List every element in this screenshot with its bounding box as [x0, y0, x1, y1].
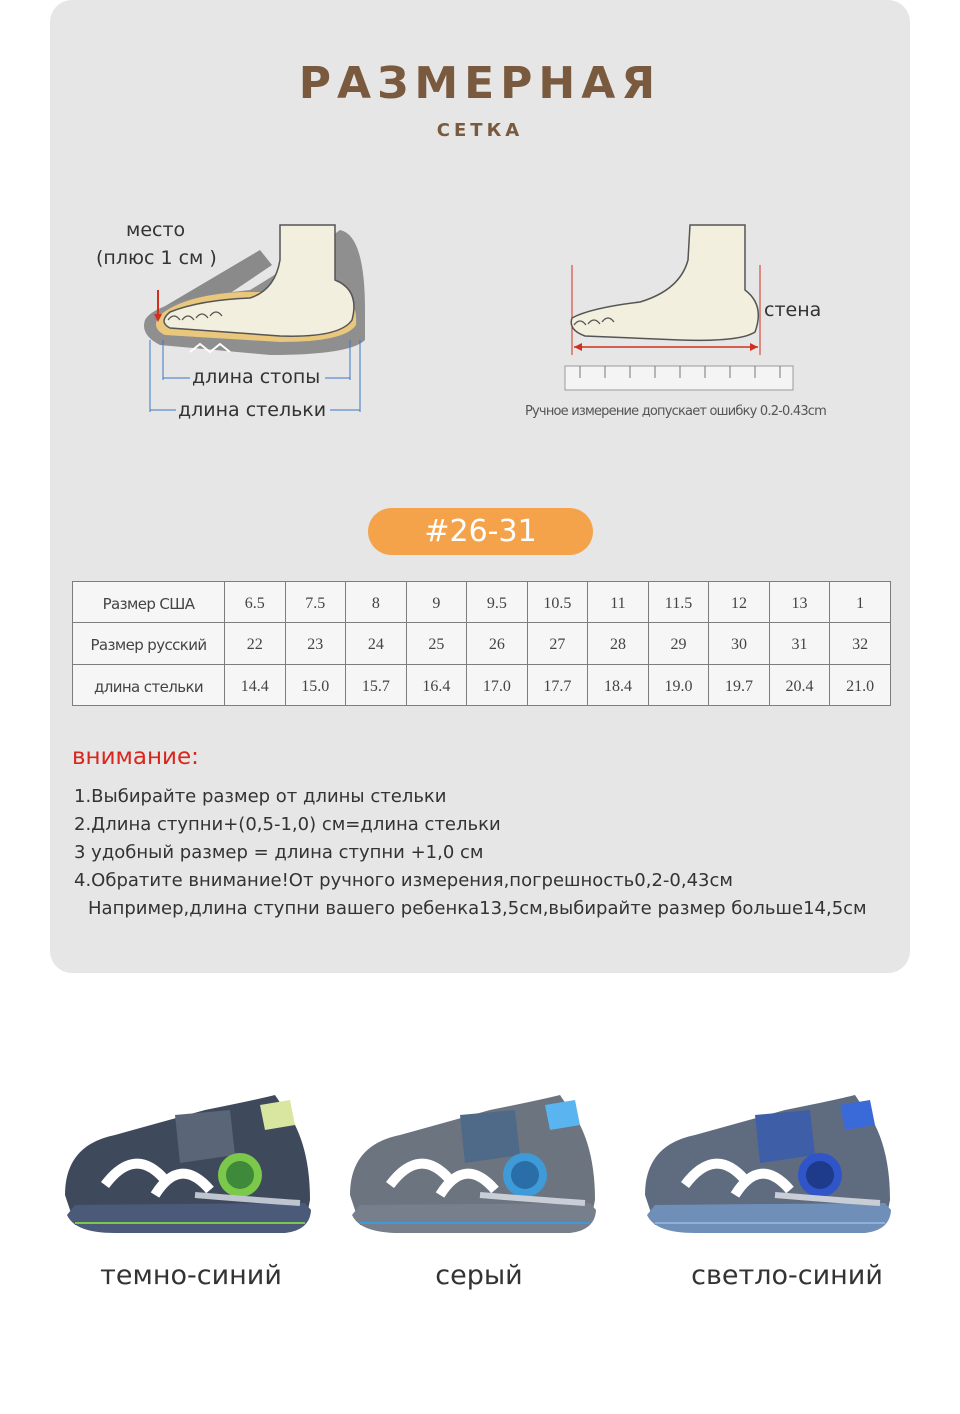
table-cell: 23 — [285, 623, 346, 664]
table-cell: 17.0 — [467, 664, 528, 705]
table-cell: 10.5 — [527, 582, 588, 623]
sandal-light-blue-image — [635, 1085, 905, 1245]
table-cell: 15.7 — [346, 664, 407, 705]
table-cell: 31 — [769, 623, 830, 664]
table-cell: 17.7 — [527, 664, 588, 705]
table-cell: 25 — [406, 623, 467, 664]
table-cell: 12 — [709, 582, 770, 623]
attention-line-3: 3 удобный размер = длина ступни +1,0 см — [74, 842, 484, 863]
page-title: РАЗМЕРНАЯ — [298, 58, 662, 109]
table-cell: 22 — [225, 623, 286, 664]
table-cell: 30 — [709, 623, 770, 664]
table-cell: 6.5 — [225, 582, 286, 623]
attention-line-4: 4.Обратите внимание!От ручного измерения,погрешность0,2-0,43см — [74, 870, 733, 891]
table-cell: 19.0 — [648, 664, 709, 705]
table-cell: 32 — [830, 623, 891, 664]
attention-heading: внимание: — [72, 744, 199, 770]
space-plus-label: (плюс 1 см ) — [96, 247, 217, 269]
table-cell: 24 — [346, 623, 407, 664]
insole-length-label: длина стельки — [178, 399, 327, 421]
size-table — [72, 581, 891, 706]
table-row — [73, 623, 891, 664]
size-range-badge: #26-31 — [368, 508, 593, 555]
table-cell: 20.4 — [769, 664, 830, 705]
color-option-light-blue[interactable]: светло-синий — [691, 1260, 883, 1291]
row-label-ru: Размер русский — [73, 623, 225, 664]
sandal-gray-image — [340, 1085, 610, 1245]
measure-error-note: Ручное измерение допускает ошибку 0.2-0.43cm — [525, 404, 827, 419]
table-cell: 1 — [830, 582, 891, 623]
table-cell: 15.0 — [285, 664, 346, 705]
table-cell: 29 — [648, 623, 709, 664]
table-row — [73, 582, 891, 623]
page-subtitle: СЕТКА — [436, 120, 524, 141]
table-cell: 7.5 — [285, 582, 346, 623]
color-option-gray[interactable]: серый — [435, 1260, 523, 1291]
table-cell: 26 — [467, 623, 528, 664]
wall-label: стена — [764, 299, 822, 321]
table-cell: 28 — [588, 623, 649, 664]
sandal-dark-blue-image — [55, 1085, 325, 1245]
space-label: место — [126, 219, 186, 241]
foot-length-label: длина стопы — [192, 366, 321, 388]
table-cell: 9.5 — [467, 582, 528, 623]
table-cell: 11.5 — [648, 582, 709, 623]
color-option-dark-blue[interactable]: темно-синий — [100, 1260, 282, 1291]
table-cell: 18.4 — [588, 664, 649, 705]
table-cell: 27 — [527, 623, 588, 664]
attention-line-5: Например,длина ступни вашего ребенка13,5см,выбирайте размер больше14,5см — [88, 898, 867, 919]
table-cell: 21.0 — [830, 664, 891, 705]
table-cell: 11 — [588, 582, 649, 623]
table-cell: 19.7 — [709, 664, 770, 705]
table-row — [73, 664, 891, 705]
row-label-insole: длина стельки — [73, 664, 225, 705]
table-cell: 16.4 — [406, 664, 467, 705]
table-cell: 14.4 — [225, 664, 286, 705]
row-label-us: Размер США — [73, 582, 225, 623]
table-cell: 8 — [346, 582, 407, 623]
attention-line-1: 1.Выбирайте размер от длины стельки — [74, 786, 447, 807]
table-cell: 9 — [406, 582, 467, 623]
foot-in-shoe-illustration — [130, 220, 380, 420]
table-cell: 13 — [769, 582, 830, 623]
attention-line-2: 2.Длина ступни+(0,5-1,0) см=длина стельки — [74, 814, 501, 835]
